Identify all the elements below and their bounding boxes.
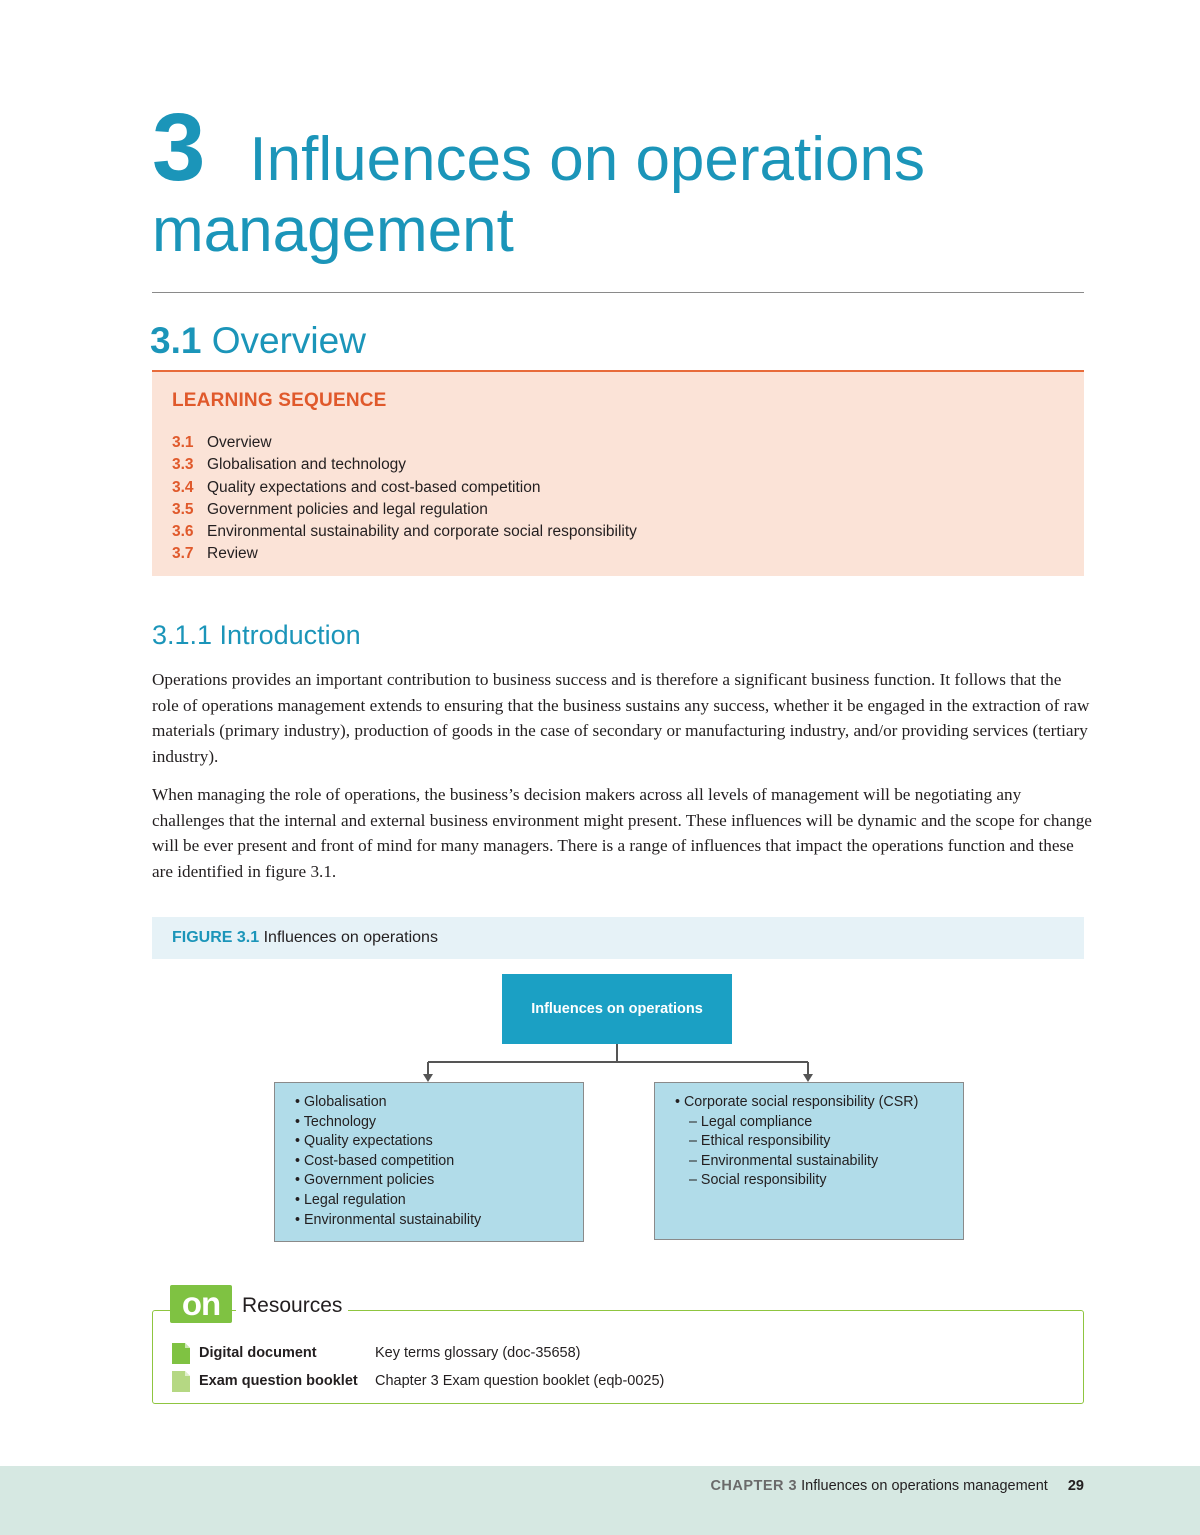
learning-sequence-heading: LEARNING SEQUENCE <box>172 390 387 411</box>
diagram-item: • Cost-based competition <box>295 1152 455 1169</box>
figure-caption-text: Influences on operations <box>263 929 438 946</box>
learning-item-label: Quality expectations and cost-based competition <box>207 478 541 496</box>
diagram-subitem: – Ethical responsibility <box>689 1133 831 1150</box>
section-heading <box>150 320 366 362</box>
page-number: 29 <box>1067 1478 1084 1494</box>
section-number: 3.1 <box>150 320 202 361</box>
learning-sequence-item[interactable] <box>172 521 637 543</box>
resource-description[interactable]: Key terms glossary (doc-35658) <box>375 1345 581 1361</box>
document-icon <box>172 1371 190 1392</box>
learning-item-number: 3.3 <box>172 456 194 474</box>
learning-item-label: Review <box>207 545 258 563</box>
chapter-title-line-1: Influences on operations <box>249 125 925 194</box>
learning-sequence-item[interactable] <box>172 499 637 521</box>
diagram-item: • Corporate social responsibility (CSR) <box>675 1094 919 1110</box>
learning-item-label: Environmental sustainability and corporate social responsibility <box>207 523 637 541</box>
resource-description[interactable]: Chapter 3 Exam question booklet (eqb-0025) <box>375 1373 665 1389</box>
on-logo: on <box>170 1285 232 1323</box>
diagram-left-node <box>274 1082 584 1242</box>
resource-link-exam-booklet[interactable] <box>172 1370 664 1392</box>
diagram-item: • Globalisation <box>295 1094 387 1110</box>
learning-item-label: Overview <box>207 434 272 451</box>
body-paragraph: When managing the role of operations, the business’s decision makers across all levels of management will be negotiating any challenges that the internal and external business environment might present. These influences will be dynamic and the scope for change will be ever present and front of mind for many managers. There is a range of influences that impact the operations function and these are identified in figure 3.1. <box>152 785 1092 881</box>
figure-caption <box>152 917 1084 959</box>
diagram-item: • Government policies <box>295 1172 435 1189</box>
resource-type: Digital document <box>199 1345 317 1361</box>
page-footer <box>0 1466 1200 1535</box>
document-icon <box>172 1343 190 1364</box>
footer-chapter-label: CHAPTER 3 <box>710 1478 798 1494</box>
section-title: Overview <box>211 320 366 361</box>
diagram-subitem: – Social responsibility <box>689 1172 827 1189</box>
learning-item-label: Globalisation and technology <box>207 456 407 474</box>
learning-sequence-box <box>152 370 1084 576</box>
learning-item-number: 3.7 <box>172 545 194 563</box>
subsection-heading: 3.1.1 Introduction <box>152 620 361 650</box>
arrow-down-icon <box>803 1074 813 1082</box>
resource-type: Exam question booklet <box>199 1373 358 1389</box>
learning-item-number: 3.6 <box>172 523 194 541</box>
learning-item-number: 3.1 <box>172 434 194 451</box>
learning-item-number: 3.5 <box>172 500 194 518</box>
diagram-root-node: Influences on operations <box>502 974 732 1044</box>
diagram-item: • Legal regulation <box>295 1191 406 1208</box>
learning-sequence-list <box>172 432 637 566</box>
footer-text <box>710 1478 1084 1494</box>
arrow-down-icon <box>423 1074 433 1082</box>
diagram-item: • Technology <box>295 1113 377 1130</box>
learning-item-number: 3.4 <box>172 478 194 496</box>
influences-diagram <box>152 960 1084 1260</box>
diagram-item: • Environmental sustainability <box>295 1211 482 1228</box>
diagram-right-node <box>654 1082 964 1240</box>
learning-sequence-item[interactable] <box>172 432 637 454</box>
learning-sequence-item[interactable] <box>172 454 637 476</box>
figure-label: FIGURE 3.1 <box>172 929 260 946</box>
diagram-subitem: – Legal compliance <box>689 1113 813 1130</box>
chapter-number: 3 <box>152 94 206 201</box>
chapter-title <box>152 94 1092 265</box>
chapter-title-line-2: management <box>152 196 514 265</box>
learning-sequence-item[interactable] <box>172 543 637 565</box>
body-paragraph: Operations provides an important contribution to business success and is therefore a significant business function. It follows that the role of operations management extends to ensuring that the business sustains any success, whether it be engaged in the extraction of raw materials (primary industry), production of goods in the case of secondary or manufacturing industry, and/or providing services (tertiary industry). <box>152 670 1090 766</box>
resource-link-digital-document[interactable] <box>172 1342 581 1364</box>
diagram-subitem: – Environmental sustainability <box>689 1152 879 1169</box>
resources-title: Resources <box>236 1292 348 1320</box>
footer-chapter-title: Influences on operations management <box>801 1478 1048 1494</box>
learning-item-label: Government policies and legal regulation <box>207 500 488 518</box>
diagram-item: • Quality expectations <box>295 1133 433 1150</box>
learning-sequence-item[interactable] <box>172 477 637 499</box>
title-divider <box>152 292 1084 293</box>
